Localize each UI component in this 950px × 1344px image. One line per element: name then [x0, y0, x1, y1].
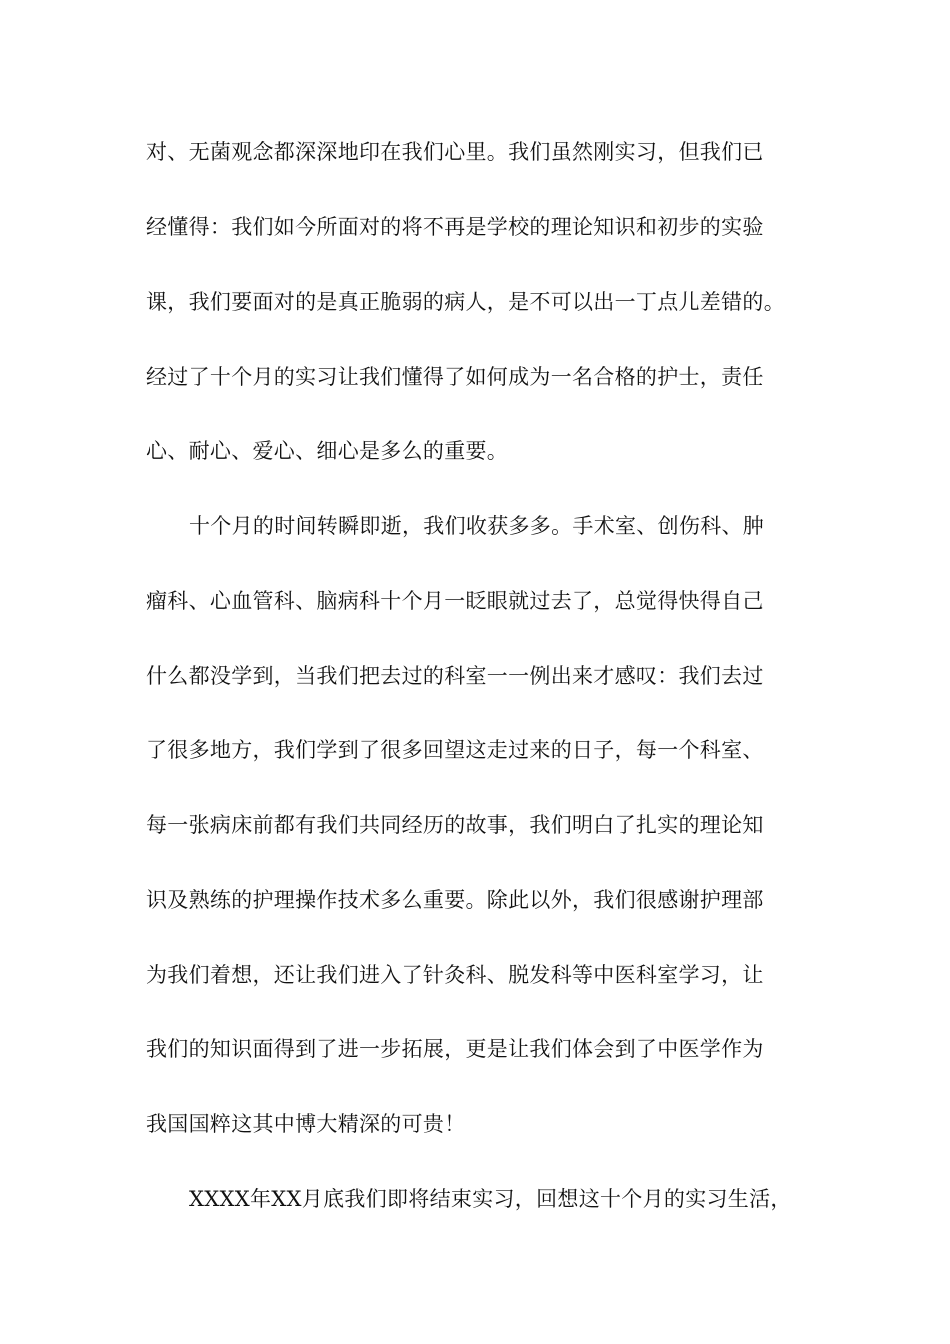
- text-line: 每一张病床前都有我们共同经历的故事，我们明白了扎实的理论知: [146, 813, 764, 837]
- text-line: 经过了十个月的实习让我们懂得了如何成为一名合格的护士，责任: [146, 365, 764, 389]
- paragraph-first-line: XXXX年XX月底我们即将结束实习，回想这十个月的实习生活，: [189, 1187, 792, 1211]
- text-line: 为我们着想，还让我们进入了针灸科、脱发科等中医科室学习，让: [146, 963, 764, 987]
- text-line: 对、无菌观念都深深地印在我们心里。我们虽然刚实习，但我们已: [146, 140, 764, 164]
- text-line: 我们的知识面得到了进一步拓展，更是让我们体会到了中医学作为: [146, 1037, 764, 1061]
- text-line: 识及熟练的护理操作技术多么重要。除此以外，我们很感谢护理部: [146, 888, 764, 912]
- text-line: 课，我们要面对的是真正脆弱的病人，是不可以出一丁点儿差错的。: [146, 290, 785, 314]
- text-line: 瘤科、心血管科、脑病科十个月一眨眼就过去了，总觉得快得自己: [146, 589, 764, 613]
- text-line: 我国国粹这其中博大精深的可贵！: [146, 1112, 466, 1136]
- text-line: 心、耐心、爱心、细心是多么的重要。: [146, 439, 509, 463]
- text-line: 什么都没学到，当我们把去过的科室一一例出来才感叹：我们去过: [146, 664, 764, 688]
- paragraph-first-line: 十个月的时间转瞬即逝，我们收获多多。手术室、创伤科、肿: [189, 514, 765, 538]
- text-line: 了很多地方，我们学到了很多回望这走过来的日子，每一个科室、: [146, 738, 764, 762]
- text-line: 经懂得：我们如今所面对的将不再是学校的理论知识和初步的实验: [146, 215, 764, 239]
